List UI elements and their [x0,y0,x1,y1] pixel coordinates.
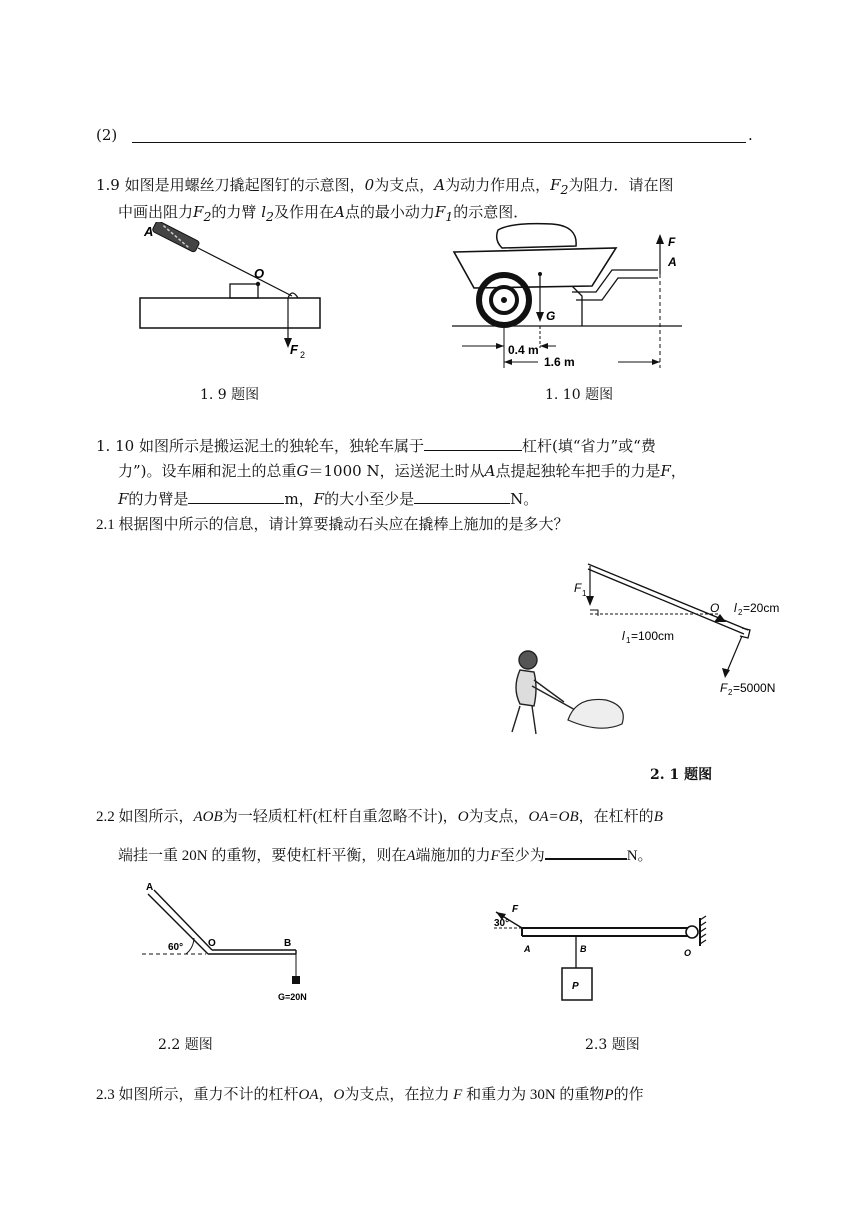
q2-2-text: 端挂一重 20N 的重物，要使杠杆平衡，则在 [118,848,407,864]
item-2-blank [132,142,746,143]
label-a: A [146,882,154,893]
q2-2-line-1 [96,806,663,828]
label-dim-16: 1.6 m [544,355,575,369]
caption-2-1: 2. 1 题图 [650,767,713,783]
q2-2-text: 为支点， [468,809,529,825]
q2-3-text: 为支点，在拉力 [344,1087,450,1103]
var-f1-sub: 1 [445,209,454,224]
var-f2-sub: 2 [203,209,212,224]
var-f: F [490,848,500,864]
block [230,284,258,298]
label-l2: l [734,601,737,615]
screwdriver-shaft [198,248,292,296]
q1-9-text: 的力臂 [211,203,257,221]
label-a: A [144,224,154,239]
soil-pile [497,224,576,248]
q2-1-line [96,514,569,536]
label-o: O [710,601,720,615]
dim-arrow [540,343,548,349]
q2-2-text: 至少为 [499,848,545,864]
var-a: A [434,176,446,194]
g-arrowhead [536,312,544,322]
figure-2-2 [138,882,338,1012]
label-b: B [284,938,292,949]
answer-blank-lever-type[interactable] [424,434,522,451]
q2-2-text: ，在杠杆的 [578,809,654,825]
label-l1: l [622,629,625,643]
var-o: O [457,809,469,825]
q1-10-text: N。 [510,490,539,508]
q2-3-number: 2.3 [96,1087,115,1103]
label-l2-value: =20cm [743,601,780,615]
label-o: O [208,938,216,949]
q2-2-text: 端施加的力 [415,848,491,864]
var-o: O [333,1087,345,1103]
q1-10-text: ＝1000 N，运送泥土时从 [308,462,485,480]
q2-2-number: 2.2 [96,809,115,825]
q1-9-text: 为支点， [374,176,435,194]
dim-arrow [652,359,660,365]
q1-9-text: 为阻力．请在图 [568,176,674,194]
q2-3-text: 如图所示，重力不计的杠杆 [118,1087,299,1103]
q2-3-line-1 [96,1084,644,1106]
label-a: A [524,944,531,954]
f2-arrowhead [722,668,730,678]
var-f2: F [550,176,561,194]
figure-1-10 [452,222,692,372]
caption-1-10: 1. 10 题图 [545,387,614,403]
item-2-label: (2) [96,126,118,144]
caption-2-2: 2.2 题图 [158,1037,213,1053]
figure-2-3 [492,898,722,1012]
q1-9-text: 如图是用螺丝刀撬起图钉的示意图， [124,176,365,194]
label-l1-sub: 1 [626,636,631,645]
q2-2-text: 如图所示， [118,809,194,825]
q1-10-text: 如图所示是搬运泥土的独轮车，独轮车属于 [138,437,424,455]
right-angle [590,610,598,616]
q1-10-text: 力”)。设车厢和泥土的总重 [118,462,297,480]
label-weight: G=20N [278,992,307,1002]
q2-2-line-2 [118,842,653,867]
figure-1-9 [130,222,340,362]
caption-1-9: 1. 9 题图 [200,387,260,403]
q1-10-text: 点提起独轮车把手的力是 [495,462,661,480]
label-l2-sub: 2 [738,608,743,617]
label-o: O [254,266,265,281]
q2-3-text: 的作 [613,1087,644,1103]
item-2-line [96,124,117,146]
pivot-o [256,282,260,286]
q2-1-text: 根据图中所示的信息，请计算要撬动石头应在撬棒上施加的是多大？ [118,517,569,533]
q1-10-line-1 [96,434,656,457]
handle-1 [572,270,658,292]
q1-10-text: ， [670,462,686,480]
label-f2: F [290,342,298,357]
q2-2-text: 为一轻质杠杆(杠杆自重忽略不计)， [222,809,458,825]
var-f2-sub: 2 [560,182,569,197]
var-f1: F [434,203,446,221]
q1-10-number: 1. 10 [96,437,135,455]
label-f: F [668,235,676,249]
fulcrum [714,614,726,622]
label-angle: 30° [494,918,510,929]
label-f2-sub: 2 [728,688,733,697]
weight [292,976,300,984]
wheel-hub [501,297,507,303]
label-f2-value: =5000N [733,681,776,695]
q2-3-text: ， [318,1087,334,1103]
label-a: A [668,255,677,269]
rock [568,699,623,728]
label-f2-sub: 2 [300,350,306,360]
label-b: B [580,944,587,954]
q1-10-text: 杠杆(填“省力”或“费 [521,437,656,455]
figure-2-1 [476,556,796,746]
label-dim-04: 0.4 m [508,343,539,357]
dim-arrow [496,343,504,349]
answer-blank-force[interactable] [414,487,510,504]
q1-9-text: 为动力作用点， [445,176,551,194]
q1-10-line-2 [118,460,686,482]
q2-3-text: 和重力为 30N 的重物 [466,1087,605,1103]
arm-oa-2 [154,890,212,950]
board [140,298,320,328]
var-b: B [653,809,663,825]
label-f: F [512,904,519,915]
q1-10-text: 的大小至少是 [324,490,415,508]
angle-arc [186,938,194,954]
var-f: F [313,490,325,508]
var-f2: F [193,203,204,221]
dim-arrow [504,359,512,365]
label-angle: 60° [168,942,184,953]
f2-arrow [726,636,742,674]
var-oa-ob: OA=OB [528,809,579,825]
barrow-box [454,248,616,288]
label-p: P [572,981,579,992]
var-l2: l [261,203,266,221]
q1-10-text: 的力臂是 [128,490,189,508]
var-l2-sub: 2 [266,209,274,224]
var-f: F [118,490,129,508]
q1-10-text: m， [284,490,314,508]
var-a: A [406,848,416,864]
q1-9-text: 及作用在 [273,203,334,221]
crowbar-bottom [588,569,744,634]
var-o: 0 [364,176,375,194]
handle-2 [576,278,658,300]
q2-1-number: 2.1 [96,517,115,533]
label-o: O [684,948,692,958]
screwdriver-handle [152,222,200,253]
caption-2-3: 2.3 题图 [585,1037,640,1053]
label-l1-value: =100cm [631,629,675,643]
var-f: F [660,462,671,480]
q1-9-text: 的示意图． [453,203,529,221]
var-a: A [333,203,345,221]
q1-10-line-3 [118,487,538,510]
q2-2-text: N。 [626,848,653,864]
pivot-o [686,926,698,938]
label-g: G [546,309,556,323]
var-f: F [453,1087,463,1103]
f-arrowhead [656,234,664,244]
label-f2: F [720,681,728,695]
item-2-end: . [748,126,753,144]
q1-9-text: 中画出阻力 [118,203,194,221]
f1-arrowhead [586,596,594,606]
q1-9-number: 1.9 [96,176,120,194]
var-aob: AOB [193,809,223,825]
answer-blank-force[interactable] [545,842,627,860]
var-g: G [296,462,309,480]
label-f1-sub: 1 [582,589,587,598]
q1-9-line-1 [96,174,673,201]
var-oa: OA [298,1087,319,1103]
answer-blank-arm[interactable] [188,487,284,504]
q1-9-text: 点的最小动力 [344,203,435,221]
var-a: A [484,462,496,480]
var-p: P [604,1087,614,1103]
label-f1: F [574,581,582,595]
